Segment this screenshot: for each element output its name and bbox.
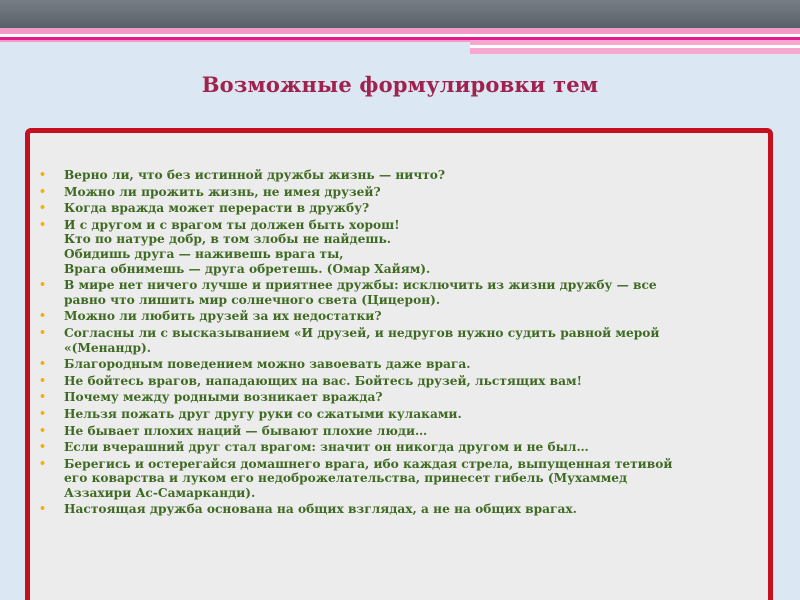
topic-text-line: Почему между родными возникает вражда? [64, 390, 383, 405]
topic-item [38, 502, 758, 517]
topic-text-line: В мире нет ничего лучше и приятнее дружбы: исключить из жизни дружбу — все [64, 278, 657, 293]
topic-item [38, 326, 758, 355]
bullet-icon: • [39, 201, 47, 215]
topic-text-line: Нельзя пожать друг другу руки со сжатыми кулаками. [64, 406, 462, 421]
topic-item [38, 457, 758, 501]
topic-item [38, 201, 758, 216]
bullet-icon: • [39, 278, 47, 292]
topic-item [38, 424, 758, 439]
topic-text-line: Если вчерашний друг стал врагом: значит он никогда другом и не был… [64, 440, 589, 455]
bullet-icon: • [39, 325, 47, 339]
topic-text-line: Обидишь друга — наживешь врага ты, [64, 246, 344, 261]
topic-text-line: Кто по натуре добр, в том злобы не найдешь. [64, 232, 391, 247]
topic-text-line: «(Менандр). [64, 340, 152, 355]
bullet-icon: • [39, 390, 47, 404]
bullet-icon: • [39, 168, 47, 181]
topic-text-line: Благородным поведением можно завоевать даже врага. [64, 357, 471, 372]
topic-text-line: Можно ли прожить жизнь, не имея друзей? [64, 184, 381, 199]
topic-list [38, 168, 758, 519]
bullet-icon: • [39, 456, 47, 470]
topic-item [38, 168, 758, 183]
topic-item [38, 278, 758, 307]
topic-text-line: Верно ли, что без истинной дружбы жизнь — ничто? [64, 168, 446, 182]
topic-text-line: Не бывает плохих наций — бывают плохие люди… [64, 423, 428, 438]
topic-item [38, 390, 758, 405]
topic-text-line: его коварства и луком его недоброжелательства, принесет гибель (Мухаммед [64, 471, 628, 486]
topic-item [38, 407, 758, 422]
topic-item [38, 218, 758, 276]
topic-text-line: И с другом и с врагом ты должен быть хорош! [64, 217, 400, 232]
bullet-icon: • [39, 406, 47, 420]
accent-stripe-right-line [470, 45, 800, 48]
bullet-icon: • [39, 184, 47, 198]
topic-item [38, 309, 758, 324]
topic-text-line: Берегись и остерегайся домашнего врага, ибо каждая стрела, выпущенная тетивой [64, 456, 673, 471]
bullet-icon: • [39, 357, 47, 371]
top-bar [0, 0, 800, 28]
topic-item [38, 374, 758, 389]
topic-text-line: Согласны ли с высказыванием «И друзей, и недругов нужно судить равной мерой [64, 325, 660, 340]
bullet-icon: • [39, 423, 47, 437]
topic-text-line: Можно ли любить друзей за их недостатки? [64, 309, 382, 324]
topic-text-line: Когда вражда может перерасти в дружбу? [64, 201, 370, 216]
bullet-icon: • [39, 440, 47, 454]
topic-text-line: равно что лишить мир солнечного света (Цицерон). [64, 292, 441, 307]
topic-text-line: Врага обнимешь — друга обретешь. (Омар Хайям). [64, 261, 431, 276]
bullet-icon: • [39, 309, 47, 323]
bullet-icon: • [39, 502, 47, 516]
topic-item [38, 357, 758, 372]
topic-text-line: Аззахири Ас-Самарканди). [64, 485, 256, 500]
topic-item [38, 440, 758, 455]
bullet-icon: • [39, 217, 47, 231]
slide-title: Возможные формулировки тем [201, 72, 599, 97]
topic-text-line: Настоящая дружба основана на общих взглядах, а не на общих врагах. [64, 502, 577, 517]
topic-item [38, 185, 758, 200]
topic-text-line: Не бойтесь врагов, нападающих на вас. Бойтесь друзей, льстящих вам! [64, 373, 582, 388]
bullet-icon: • [39, 373, 47, 387]
